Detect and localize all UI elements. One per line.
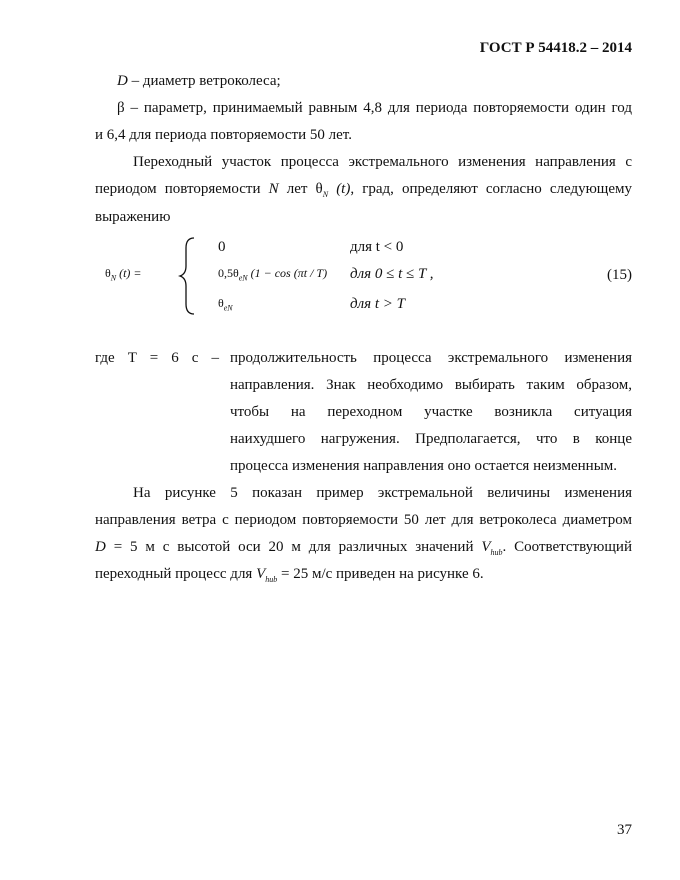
where-line: наихудшего нагружения. Предполагается, что в конце: [230, 431, 632, 447]
formula-case3-expr: [218, 296, 233, 312]
para1-line1: Переходный участок процесса экстремального изменения направления с: [133, 154, 632, 170]
para2-text-4b: = 25 м/с приведен на рисунке 6.: [277, 566, 484, 582]
formula-case1-expr: 0: [218, 239, 226, 255]
para1-text-b: лет: [278, 181, 316, 197]
para1-t: (t): [328, 181, 351, 197]
formula-case2-expr: [218, 266, 327, 282]
def-beta-line1: β – параметр, принимаемый равным 4,8 для периода повторяемости один год: [117, 100, 632, 116]
para2-v-sub: hub: [490, 548, 503, 557]
para2-text-4a: переходный процесс для: [95, 566, 257, 582]
para1-line2: [95, 176, 632, 208]
page-number: 37: [617, 822, 632, 838]
para2-line4: [95, 561, 484, 593]
def-beta-line2: и 6,4 для периода повторяемости 50 лет.: [95, 127, 352, 143]
formula-case3-cond: для t > T: [350, 296, 405, 312]
para2-d: D: [95, 539, 106, 555]
para1-text-a: периодом повторяемости: [95, 181, 269, 197]
para1-text-c: , град, определяют согласно следующему: [350, 181, 632, 197]
para1-line3: выражению: [95, 209, 171, 225]
formula-case2-b: (1 − cos (πt / T): [247, 266, 328, 280]
where-line: продолжительность процесса экстремального изменения: [230, 350, 632, 366]
def-d-line: [117, 68, 281, 95]
formula-brace: [178, 236, 196, 316]
document-code-header: ГОСТ Р 54418.2 – 2014: [479, 40, 632, 56]
para2-text-b: = 5 м с высотой оси 20 м для различных значений: [105, 539, 482, 555]
where-line-last: процесса изменения направления оно остается неизменным.: [230, 458, 618, 474]
formula-lhs-sub: N: [110, 273, 117, 283]
where-label: где T = 6 с –: [95, 350, 219, 366]
where-line: чтобы на переходном участке возникла ситуация: [230, 404, 632, 420]
para1-n: N: [268, 181, 279, 197]
para1-theta-sub: N: [322, 190, 329, 199]
formula-case2-a: 0,5θ: [218, 266, 239, 280]
formula-number: (15): [607, 267, 632, 283]
def-d-symbol: D: [117, 73, 128, 89]
formula-lhs: [105, 266, 142, 282]
formula-case2-sub: eN: [238, 273, 248, 283]
formula-lhs-theta: θ: [105, 266, 111, 280]
formula-case3-sub: eN: [223, 303, 233, 313]
para2-v: V: [481, 539, 491, 555]
para1-theta: θ: [315, 181, 323, 197]
para2-v2-sub: hub: [265, 575, 278, 584]
para2-v2: V: [256, 566, 266, 582]
formula-case2-cond: для 0 ≤ t ≤ T ,: [350, 266, 434, 282]
def-d-text: – диаметр ветроколеса;: [127, 73, 281, 89]
formula-lhs-rest: (t) =: [116, 266, 142, 280]
formula-case1-cond: для t < 0: [350, 239, 404, 255]
para2-line2: направления ветра с периодом повторяемости 50 лет для ветроколеса диаметром: [95, 512, 632, 528]
where-line: направления. Знак необходимо выбирать таким образом,: [230, 377, 632, 393]
formula-case3-theta: θ: [218, 296, 224, 310]
para2-text-c: . Соответствующий: [502, 539, 632, 555]
para2-line1: На рисунке 5 показан пример экстремальной величины изменения: [133, 485, 632, 501]
